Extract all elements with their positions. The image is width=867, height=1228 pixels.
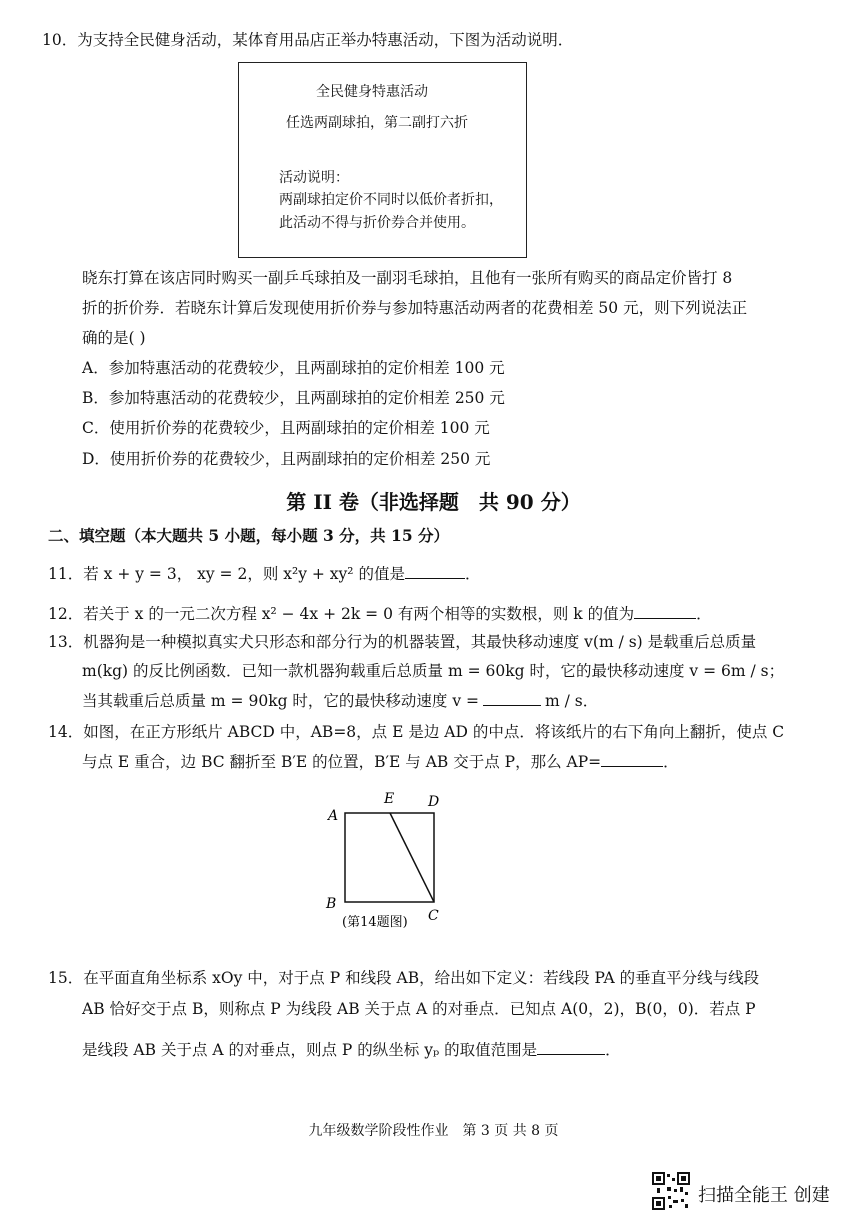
q11-answer-blank[interactable] [405, 564, 465, 579]
q13-line-2: m(kg) 的反比例函数．已知一款机器狗载重后总质量 m = 60kg 时，它的最快移动速度 v = 6m / s； [82, 662, 785, 680]
square-abcd [345, 813, 434, 902]
label-e: E [384, 791, 395, 807]
q10-option-c: C．使用折价券的花费较少，且两副球拍的定价相差 100 元 [82, 419, 490, 437]
q14-end: ． [663, 753, 679, 771]
promotion-box [238, 62, 527, 258]
promotion-subtitle: 任选两副球拍，第二副打六折 [286, 115, 468, 131]
q11 [48, 564, 480, 584]
q14-text: 与点 E 重合，边 BC 翻折至 B′E 的位置，B′E 与 AB 交于点 P，那么 AP= [82, 753, 602, 771]
q13-line-3 [82, 691, 598, 711]
q12 [48, 604, 712, 624]
promotion-note-1: 两副球拍定价不同时以低价者折扣， [279, 192, 503, 208]
promotion-title: 全民健身特惠活动 [316, 84, 428, 100]
q10-option-a: A．参加特惠活动的花费较少，且两副球拍的定价相差 100 元 [82, 359, 505, 377]
qr-code-icon [652, 1172, 690, 1210]
q15-line-3 [82, 1040, 621, 1060]
q15-text: 是线段 AB 关于点 A 的对垂点，则点 P 的纵坐标 yₚ 的取值范围是 [82, 1041, 538, 1059]
label-d: D [428, 794, 440, 810]
q14-answer-blank[interactable] [601, 752, 663, 767]
q13-answer-blank[interactable] [483, 691, 541, 706]
q15-answer-blank[interactable] [537, 1040, 605, 1055]
label-a: A [328, 808, 339, 824]
q10-para-2: 折的折价券．若晓东计算后发现使用折价券与参加特惠活动两者的花费相差 50 元，则下列说法正 [82, 299, 748, 317]
q13-text: 当其载重后总质量 m = 90kg 时，它的最快移动速度 v = [82, 692, 480, 710]
q14-line-1: 14．如图，在正方形纸片 ABCD 中，AB=8，点 E 是边 AD 的中点．将该纸片的右下角向上翻折，使点 C [48, 723, 785, 741]
promotion-note-2: 此活动不得与折价券合并使用。 [279, 215, 475, 231]
q11-end: ． [464, 565, 481, 583]
q10-para-1: 晓东打算在该店同时购买一副乒乓球拍及一副羽毛球拍，且他有一张所有购买的商品定价皆打 8 [82, 269, 733, 287]
q10-para-3: 确的是( ) [82, 329, 146, 347]
q13-unit: m / s． [545, 692, 599, 710]
label-b: B [326, 896, 337, 912]
page-footer: 九年级数学阶段性作业 第 3 页 共 8 页 [308, 1123, 559, 1139]
q12-end: ． [696, 605, 712, 623]
part2-title: 第 II 卷（非选择题 共 90 分） [286, 490, 581, 514]
q15-end: ． [605, 1041, 621, 1059]
q11-text: 11．若 x + y = 3， xy = 2，则 x²y + xy² 的值是 [48, 565, 405, 583]
q15-line-1: 15．在平面直角坐标系 xOy 中，对于点 P 和线段 AB，给出如下定义：若线段 PA 的垂直平分线与线段 [48, 969, 760, 987]
figure-caption: (第14题图) [342, 915, 408, 930]
section2-heading: 二、填空题（本大题共 5 小题，每小题 3 分，共 15 分） [48, 526, 450, 545]
q12-text: 12．若关于 x 的一元二次方程 x² − 4x + 2k = 0 有两个相等的实数根，则 k 的值为 [48, 605, 635, 623]
q14-figure [318, 786, 458, 936]
watermark-text: 扫描全能王 创建 [698, 1185, 830, 1206]
q12-answer-blank[interactable] [634, 604, 696, 619]
q15-line-2: AB 恰好交于点 B，则称点 P 为线段 AB 关于点 A 的对垂点．已知点 A(0，2)，B(0，0)．若点 P [82, 1000, 756, 1018]
label-c: C [428, 908, 439, 924]
q13-line-1: 13．机器狗是一种模拟真实犬只形态和部分行为的机器装置，其最快移动速度 v(m / s) 是载重后总质量 [48, 633, 757, 651]
fold-line-ec [390, 813, 434, 902]
promotion-note-label: 活动说明： [279, 170, 349, 186]
q10-option-b: B．参加特惠活动的花费较少，且两副球拍的定价相差 250 元 [82, 389, 505, 407]
q10-stem: 10．为支持全民健身活动，某体育用品店正举办特惠活动，下图为活动说明． [42, 31, 574, 49]
q14-line-2 [82, 752, 679, 772]
q10-option-d: D．使用折价券的花费较少，且两副球拍的定价相差 250 元 [82, 450, 491, 468]
